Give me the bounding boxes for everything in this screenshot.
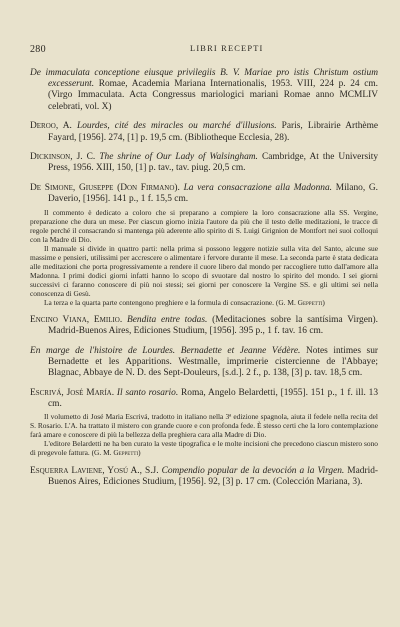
review-text: Il volumetto di José Maria Escrivá, tradotto in italiano nella 3ª edizione spagnola, aiuta il fedele nella recita del S. Rosario. L'A. ha trattato il mistero con grande cuore e con profonda fede. È stesso certi che la loro contemplazione farà amare e conoscere di più la bellezza della preghiera cara alla Madre di Dio.: [30, 412, 378, 440]
entry-review-paragraph: [30, 439, 378, 457]
catalog-entry: [30, 466, 378, 488]
entry-author: Esquerra Laviene, Yosú A., S.J.: [30, 465, 159, 476]
entry-details: Romae, Academia Mariana Internationalis, 1953. VIII, 224 p. 24 cm. (Virgo Immaculata. Acta Congressus mariologici mariani Romae anno MCMLIV celebrati, vol. X): [48, 79, 379, 112]
entry-review-paragraph: [30, 244, 378, 298]
entry-title: La vera consacrazione alla Madonna.: [183, 183, 333, 194]
entry-citation: [30, 68, 378, 113]
entry-author: Encino Viana, Emilio.: [30, 315, 123, 326]
entry-author: De Simone, Giuseppe (Don Firmano).: [30, 183, 180, 194]
entry-title: De immaculata conceptione eiusque privilegiis B. V. Mariae pro istis Christum ostium excesserunt.: [30, 68, 378, 90]
entry-details: (Meditaciones sobre la santísima Virgen). Madrid-Buenos Aires, Ediciones Studium, [1956]. 395 p., 1 f. tav. 16 cm.: [48, 315, 379, 337]
entry-title: Bendita entre todas.: [127, 315, 208, 326]
page-header: [30, 44, 378, 56]
entry-citation: [30, 152, 378, 174]
review-text: Il commento è dedicato a coloro che si preparano a compiere la loro consacrazione alla SS. Vergine, preparazione che dura un mese. Per ciascun giorno inizia l'autore da più che il testo delle meditazioni, le tracce di regole perché il consacrando si mantenga più aderente allo spirito di S. Luigi Grignion de Montfort nei suoi colloqui con la Madre di Dio.: [30, 207, 378, 244]
entry-details: Cambridge, At the University Press, 1956. XIII, 150, [1] p. tav., tav. piug. 20,5 cm.: [48, 152, 379, 174]
entry-author: Deroo, A.: [30, 121, 72, 132]
entry-title: The shrine of Our Lady of Walsingham.: [99, 152, 258, 163]
catalog-entry: [30, 346, 378, 380]
review-text: Il manuale si divide in quattro parti: nella prima si possono leggere notizie sulla vita del Santo, alcune sue massime e pensieri, utilissimi per accrescere o alimentare i fervore durante il mese. La seconda parte è stata dedicata alle meditazioni che porta progressivamente a rendere il cuore libero dal mondo per raccogliere tutto dall'amore alla Madonna. I primi dodici giorni infatti hanno lo scopo di svuotare dal nostro lo spirito del mondo. I sei giorni successivi ci faranno conoscere di più noi stessi; sei giorni per conoscere la Vergine SS. e gli ultimi sei nella conoscenza di Gesù.: [30, 243, 378, 298]
entry-review-paragraph: [30, 208, 378, 244]
entry-details: Madrid-Buenos Aires, Ediciones Studium, [1956]. 92, [3] p. 17 cm. (Colección Mariana, 3).: [48, 465, 379, 488]
entry-citation: [30, 388, 378, 410]
entry-list: [30, 68, 378, 497]
entry-title: Il santo rosario.: [116, 388, 179, 399]
entry-citation: [30, 346, 378, 380]
entry-citation: [30, 315, 378, 337]
entry-details: Milano, G. Daverio, [1956]. 141 p., 1 f. 15,5 cm.: [48, 183, 378, 205]
entry-review-paragraph: [30, 298, 378, 307]
page-number: 280: [30, 44, 46, 55]
entry-title: Lourdes, cité des miracles ou marché d'illusions.: [76, 121, 277, 132]
entry-review-paragraph: [30, 412, 378, 439]
review-text: L'editore Belardetti ne ha ben curato la veste tipografica e le molte incisioni che precedono ciascun mistero sono di pregevole fattura.: [30, 439, 378, 458]
entry-citation: [30, 466, 378, 488]
catalog-entry: [30, 121, 378, 143]
entry-details: Notes intimes sur Bernadette et les Apparitions. Westmalle, imprimerie cistercienne de l'Abbaye; Blagnac, Abbaye de N. D. des Sept-Douleurs, [s.d.]. 2 f., p. 138, [3] p. tav. 18,5 cm.: [48, 345, 379, 379]
catalog-entry: [30, 315, 378, 337]
catalog-entry: [30, 152, 378, 174]
running-title: LIBRI RECEPTI: [190, 44, 264, 53]
entry-details: Roma, Angelo Belardetti, [1955]. 151 p., 1 f. ill. 13 cm.: [48, 388, 379, 410]
entry-citation: [30, 183, 378, 205]
review-text: La terza e la quarta parte contengono preghiere e la formula di consacrazione.: [44, 297, 275, 307]
catalog-entry: [30, 68, 378, 113]
entry-author: Dickinson, J. C.: [30, 152, 96, 163]
catalog-entry: [30, 183, 378, 306]
entry-author: Escrivá, José María.: [30, 388, 115, 399]
entry-citation: [30, 121, 378, 143]
entry-title: En marge de l'histoire de Lourdes. Bernadette et Jeanne Védère.: [30, 345, 301, 356]
reviewer-signature: (G. M. Geppetti): [275, 297, 325, 307]
reviewer-signature: (G. M. Geppetti): [91, 448, 141, 458]
entry-details: Paris, Librairie Arthème Fayard, [1956]. 274, [1] p. 19,5 cm. (Bibliotheque Ecclesia, 28).: [48, 121, 379, 143]
catalog-entry: [30, 388, 378, 457]
entry-title: Compendio popular de la devoción a la Virgen.: [161, 465, 345, 476]
